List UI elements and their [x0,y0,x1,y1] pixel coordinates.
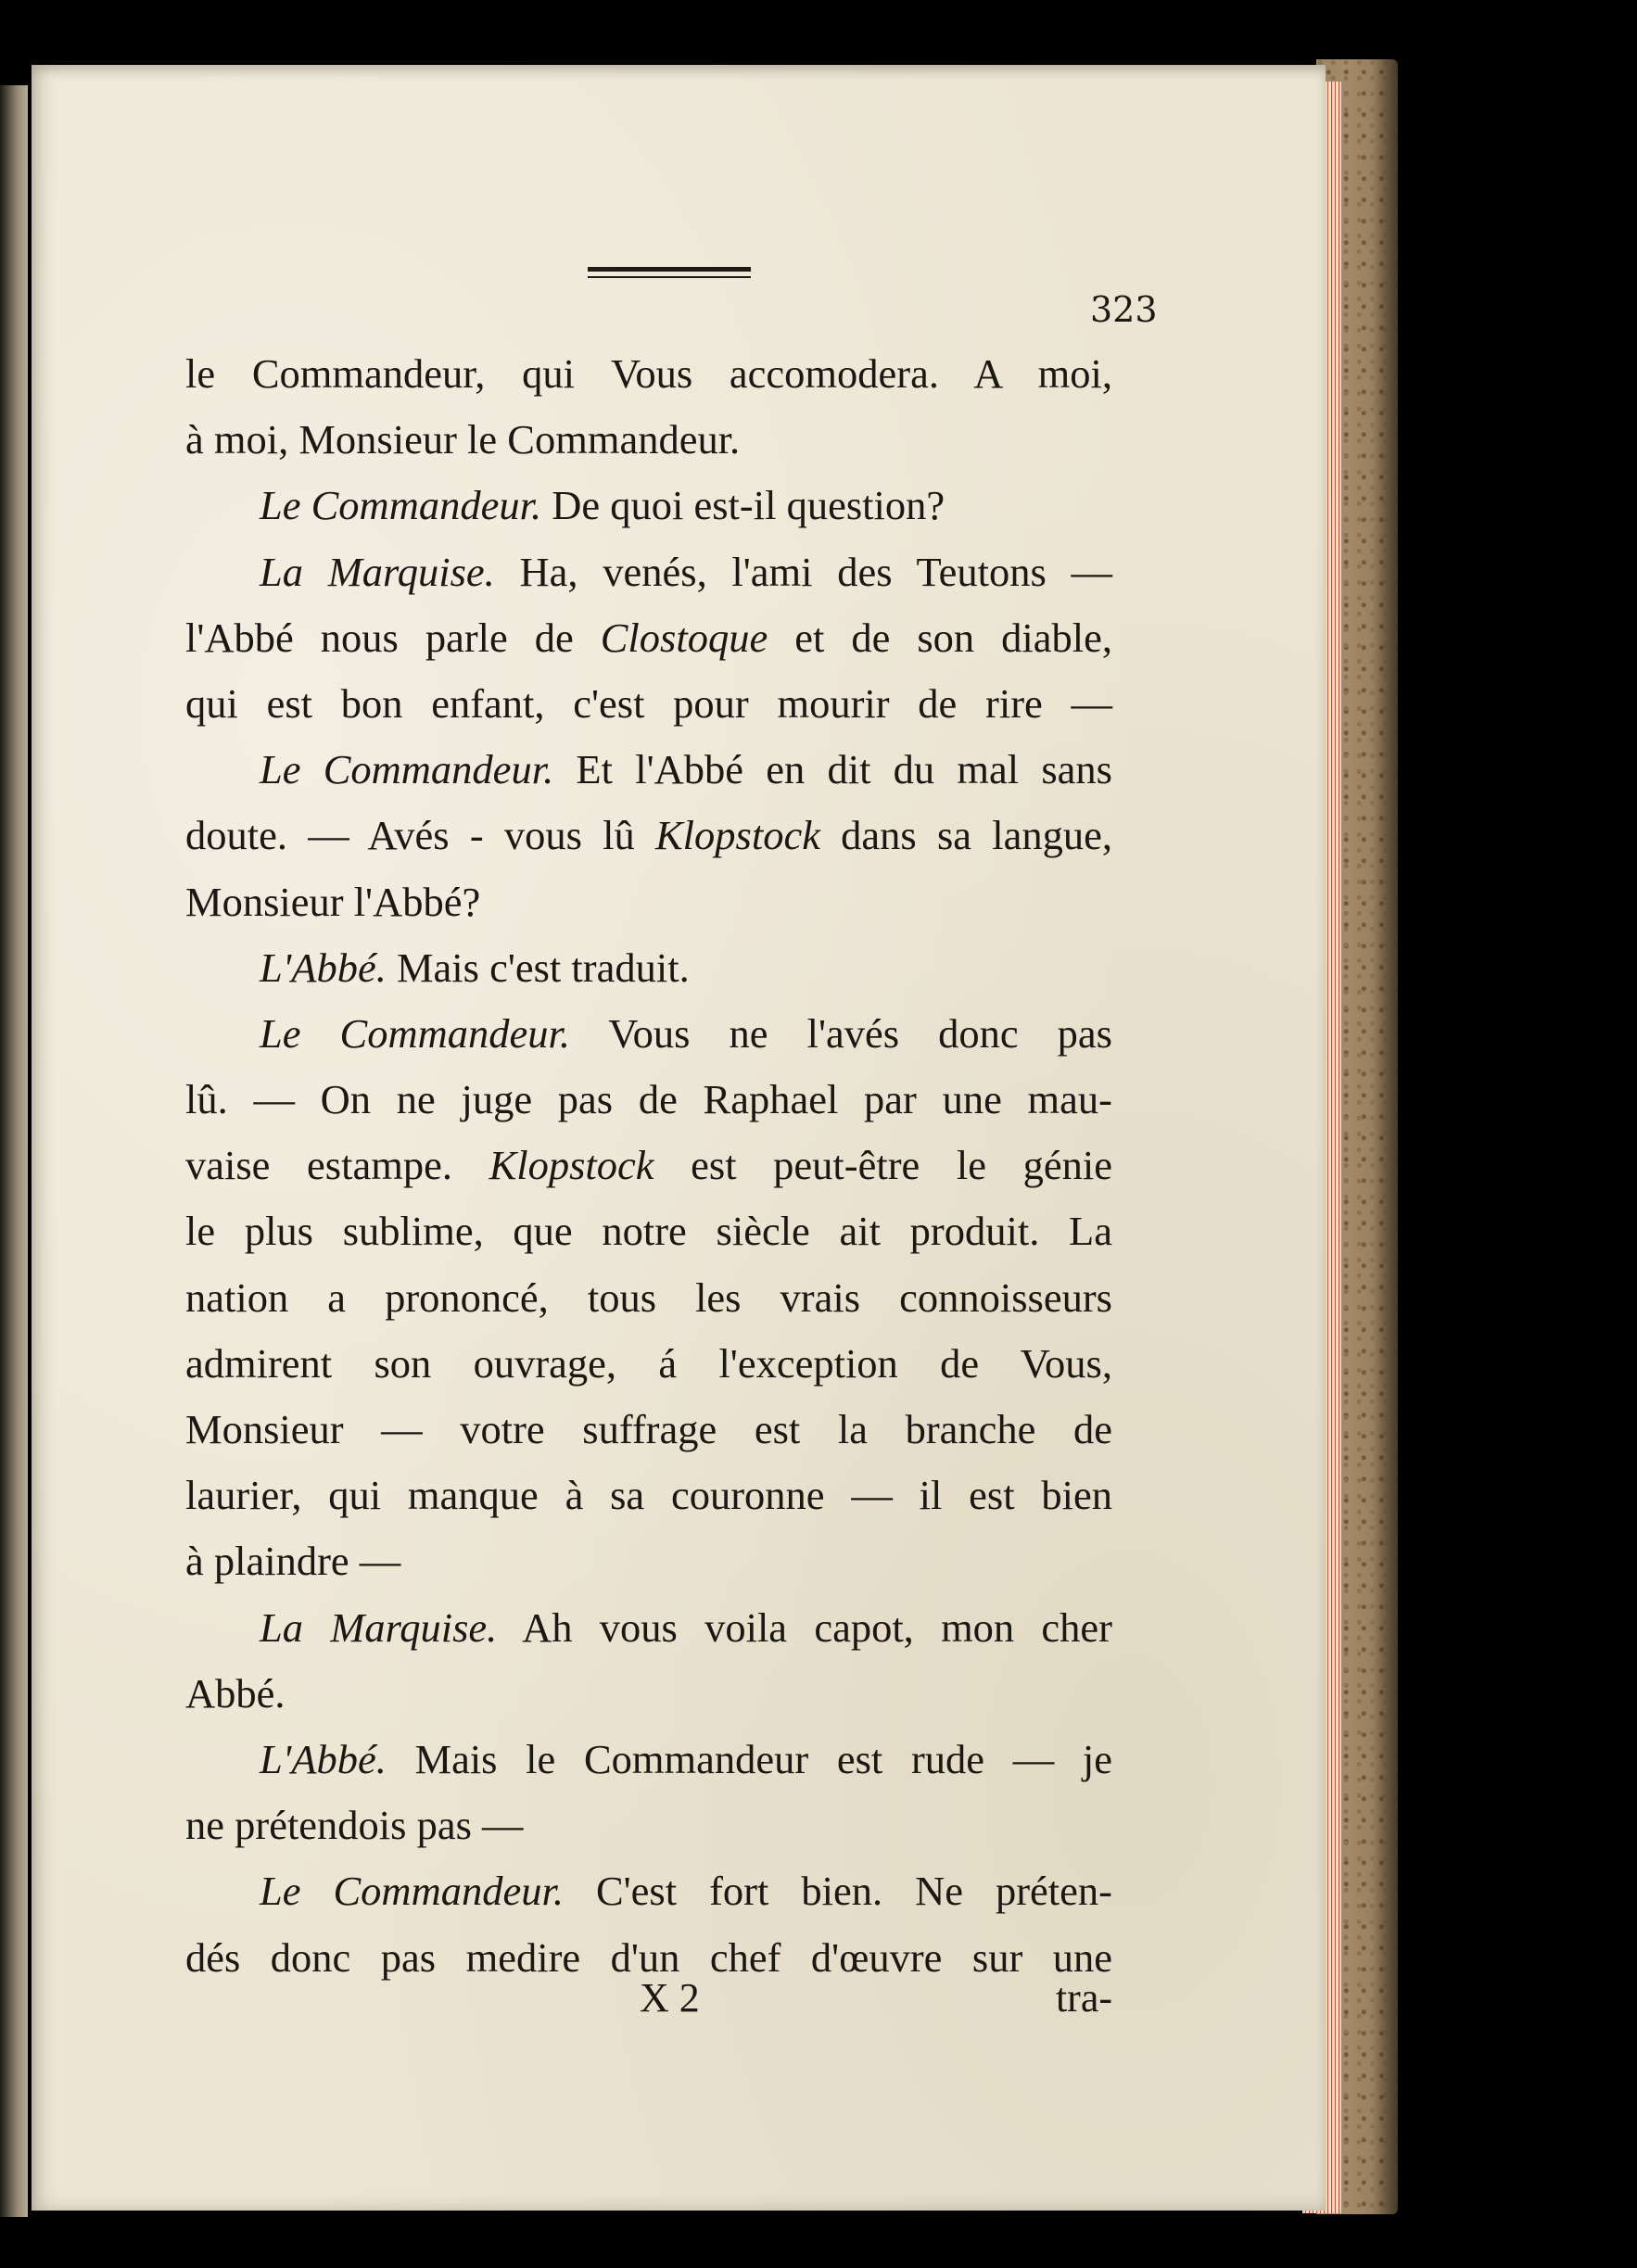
speaker-name: Le Commandeur. [260,746,554,793]
line-text: à plaindre — [185,1538,401,1585]
text-line [185,803,1112,868]
line-text: l'Abbé nous parle de [185,614,601,661]
line-text: Abbé. [185,1669,286,1717]
text-line [185,1265,1112,1331]
body-text [185,341,1112,1991]
book-page [32,65,1326,2211]
header-rule [588,267,751,272]
text-line [185,1858,1112,1924]
line-text: Monsieur l'Abbé? [185,878,481,925]
text-line [185,1198,1112,1264]
line-text: Et l'Abbé en dit du mal sans [553,746,1112,793]
text-line [185,473,1112,538]
text-line [185,671,1112,737]
text-line [185,539,1112,605]
speaker-name: Le Commandeur. [260,1009,571,1057]
header-rule-thin [588,276,751,278]
line-text: Monsieur — votre suffrage est la branche de [185,1406,1112,1452]
text-line [185,407,1112,473]
italic-title: Clostoque [600,614,768,661]
signature-mark: X 2 [640,1975,700,2021]
text-line [185,1133,1112,1198]
line-text: lû. — On ne juge pas de Raphael par une mau- [185,1076,1112,1123]
line-text: Ha, venés, l'ami des Teutons — [494,548,1113,595]
page-footer [185,1974,1112,2048]
speaker-name: La Marquise. [260,1603,498,1651]
line-text: Mais le Commandeur est rude — je [386,1735,1112,1782]
text-line [185,1001,1112,1067]
speaker-name: L'Abbé. [260,944,387,991]
line-text: le plus sublime, que notre siècle ait produit. La [185,1208,1112,1255]
line-text: Mais c'est traduit. [386,944,690,991]
text-line [185,869,1112,935]
line-text: admirent son ouvrage, á l'exception de Vous, [185,1339,1112,1387]
speaker-name: Le Commandeur. [260,1868,564,1915]
line-text: qui est bon enfant, c'est pour mourir de rire — [185,679,1112,727]
cover-shadow [1372,56,1400,2220]
speaker-name: Le Commandeur. [260,482,542,529]
text-line [185,935,1112,1001]
line-text: dés donc pas medire d'un chef d'œuvre sur une [185,1933,1112,1981]
line-text: Vous ne l'avés donc pas [570,1009,1113,1057]
text-line [185,1067,1112,1133]
line-text: laurier, qui manque à sa couronne — il est bien [185,1472,1112,1519]
line-text: et de son diable, [768,614,1112,661]
speaker-name: La Marquise. [260,548,495,595]
text-line [185,1595,1112,1661]
line-text: nation a prononcé, tous les vrais connoisseurs [185,1273,1112,1321]
text-line [185,341,1112,407]
line-text: ne prétendois pas — [185,1802,524,1849]
line-text: doute. — Avés - vous lû [185,812,655,859]
line-text: dans sa langue, [819,812,1112,859]
page-number: 323 [1090,289,1158,330]
catchword: tra- [1055,1975,1112,2021]
line-text: est peut-être le génie [654,1142,1112,1189]
text-line [185,1727,1112,1793]
line-text: De quoi est-il question? [541,482,945,529]
text-line [185,1397,1112,1463]
line-text: le Commandeur, qui Vous accomodera. A moi, [185,350,1112,397]
line-text: Ah vous voila capot, mon cher [497,1603,1113,1651]
speaker-name: L'Abbé. [260,1735,387,1782]
line-text: vaise estampe. [185,1142,489,1189]
italic-title: Klopstock [654,812,820,859]
text-line [185,737,1112,803]
line-text: à moi, Monsieur le Commandeur. [185,416,741,463]
facing-page-edge [0,85,28,2217]
text-line [185,1661,1112,1727]
text-line [185,1463,1112,1528]
text-line [185,1793,1112,1858]
text-line [185,1528,1112,1594]
text-line [185,605,1112,671]
text-line [185,1331,1112,1397]
line-text: C'est fort bien. Ne préten- [563,1868,1112,1915]
italic-title: Klopstock [489,1142,654,1189]
